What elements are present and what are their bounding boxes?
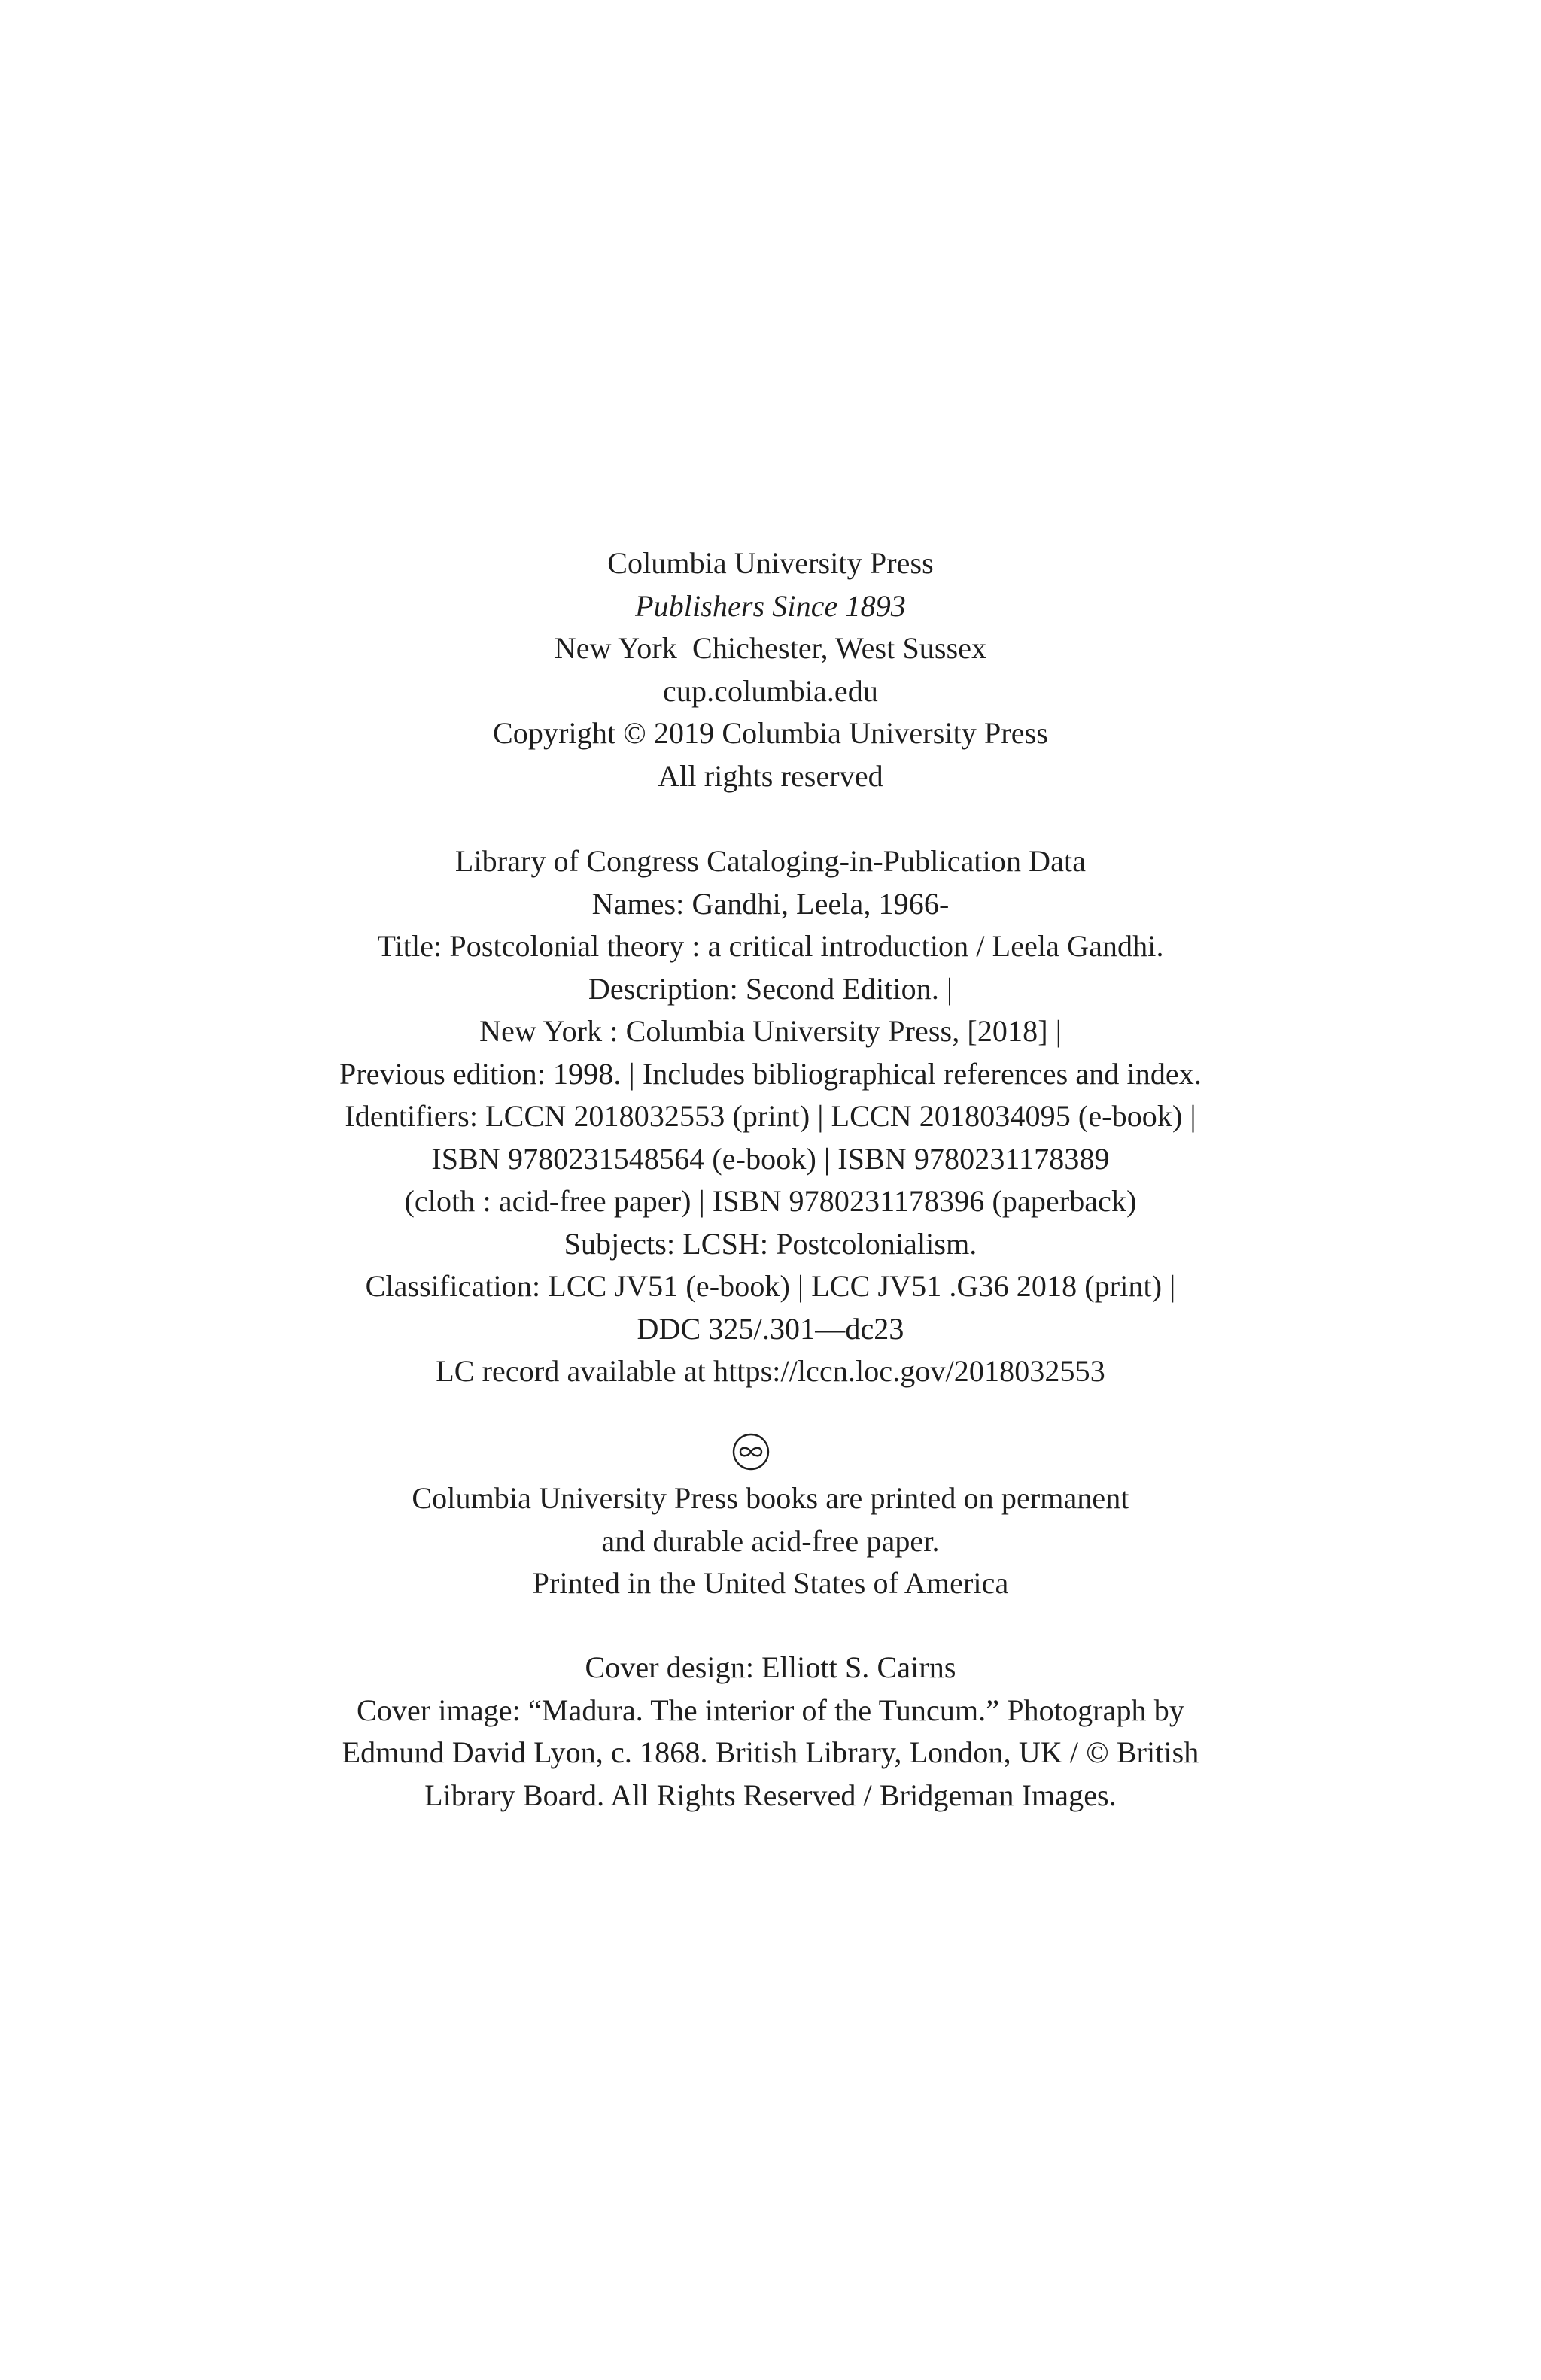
cip-line: LC record available at https://lccn.loc.gov/2018032553	[436, 1354, 1105, 1388]
cip-line: ISBN 9780231548564 (e-book) | ISBN 9780231178389	[431, 1141, 1110, 1176]
paper-line: Printed in the United States of America	[532, 1566, 1009, 1600]
cip-line: Names: Gandhi, Leela, 1966-	[591, 886, 950, 921]
cip-data-block	[0, 840, 1541, 1393]
publisher-name: Columbia University Press	[607, 546, 934, 580]
cip-line: DDC 325/.301—dc23	[637, 1311, 904, 1346]
paper-line: Columbia University Press books are printed on permanent	[412, 1481, 1129, 1515]
copyright-notice: Copyright © 2019 Columbia University Press	[493, 716, 1048, 750]
publisher-block	[0, 542, 1541, 797]
cip-line: Library of Congress Cataloging-in-Publication Data	[454, 844, 1087, 878]
cover-line: Library Board. All Rights Reserved / Bridgeman Images.	[424, 1777, 1117, 1812]
acid-free-paper-infinity-icon	[731, 1432, 770, 1471]
cip-line: Description: Second Edition. |	[588, 971, 953, 1006]
cover-line: Cover design: Elliott S. Cairns	[585, 1650, 956, 1684]
publisher-locations: New York Chichester, West Sussex	[554, 631, 987, 665]
paper-line: and durable acid-free paper.	[601, 1523, 940, 1558]
publisher-tagline: Publishers Since 1893	[635, 588, 906, 623]
cip-line: Classification: LCC JV51 (e-book) | LCC JV51 .G36 2018 (print) |	[365, 1269, 1176, 1303]
cip-line: New York : Columbia University Press, [2018] |	[479, 1014, 1062, 1048]
paper-notice-block	[0, 1477, 1541, 1605]
cip-line: Title: Postcolonial theory : a critical introduction / Leela Gandhi.	[377, 929, 1164, 963]
cover-line: Edmund David Lyon, c. 1868. British Library, London, UK / © British	[342, 1735, 1199, 1769]
cip-line: Previous edition: 1998. | Includes bibliographical references and index.	[339, 1056, 1202, 1091]
cip-line: Subjects: LCSH: Postcolonialism.	[564, 1226, 977, 1261]
cip-line: (cloth : acid-free paper) | ISBN 9780231178396 (paperback)	[404, 1184, 1137, 1218]
cover-credits-block	[0, 1647, 1541, 1817]
cip-line: Identifiers: LCCN 2018032553 (print) | LCCN 2018034095 (e-book) |	[345, 1099, 1196, 1133]
rights-notice: All rights reserved	[658, 758, 883, 793]
publisher-website: cup.columbia.edu	[663, 673, 878, 708]
cover-line: Cover image: “Madura. The interior of the Tuncum.” Photograph by	[357, 1692, 1184, 1727]
